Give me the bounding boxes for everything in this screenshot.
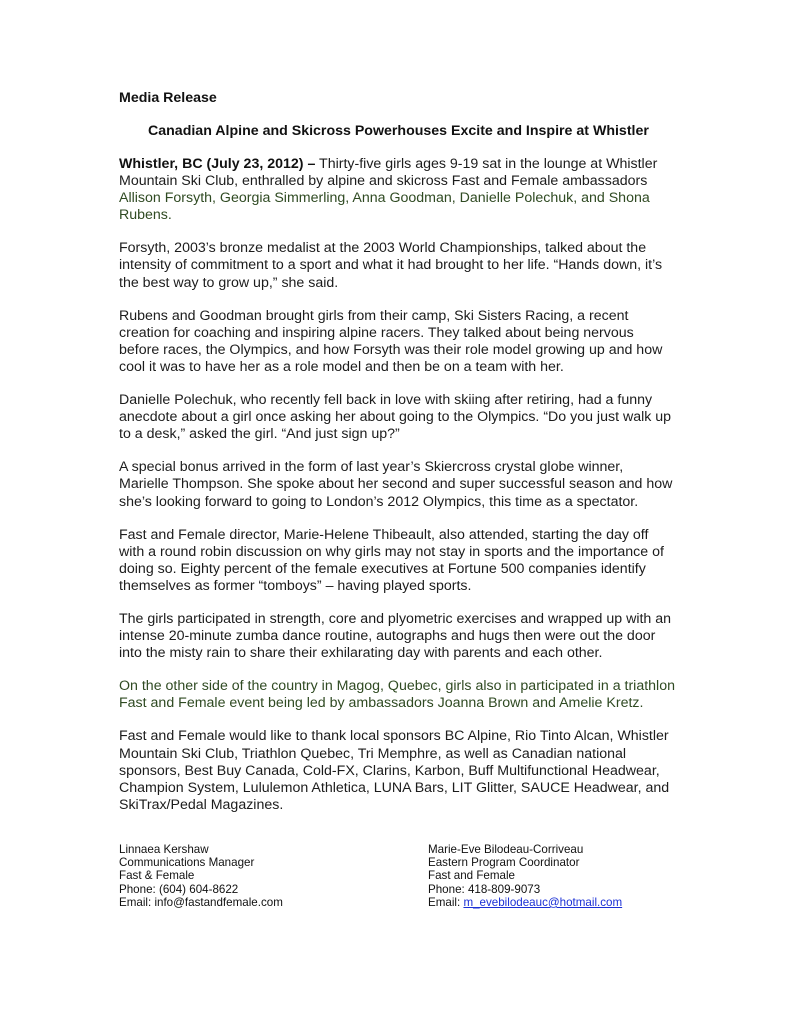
paragraph-line: Danielle Polechuk, who recently fell back in love with skiing after retiring, had a funny xyxy=(119,392,653,409)
paragraph-line: doing so. Eighty percent of the female executives at Fortune 500 companies identify xyxy=(119,560,646,577)
paragraph-polechuk xyxy=(119,392,719,443)
paragraph-line: Fast and Female director, Marie-Helene Thibeault, also attended, starting the day off xyxy=(119,526,649,543)
contact-email-row xyxy=(428,896,622,909)
contact-organization: Fast and Female xyxy=(428,869,515,883)
paragraph-line: she’s looking forward to going to London’s 2012 Olympics, this time as a spectator. xyxy=(119,493,639,510)
paragraph-forsyth xyxy=(119,240,719,291)
paragraph-line: Rubens and Goodman brought girls from their camp, Ski Sisters Racing, a recent xyxy=(119,307,629,324)
document-title: Canadian Alpine and Skicross Powerhouses Excite and Inspire at Whistler xyxy=(148,123,649,139)
paragraph-line: intensity of commitment to a sport and what it had brought to her life. “Hands down, it’s xyxy=(119,257,663,274)
paragraph-line: cool it was to have her as a role model and then be on a team with her. xyxy=(119,358,564,375)
paragraph-line: Allison Forsyth, Georgia Simmerling, Anna Goodman, Danielle Polechuk, and Shona xyxy=(119,190,650,207)
paragraph-line: into the misty rain to share their exhilarating day with parents and each other. xyxy=(119,645,603,662)
contact-card-kershaw xyxy=(119,843,283,909)
paragraph-line: Forsyth, 2003’s bronze medalist at the 2003 World Championships, talked about the xyxy=(119,240,647,257)
paragraph-intro xyxy=(119,156,719,224)
contact-email-link[interactable]: m_evebilodeauc@hotmail.com xyxy=(463,895,623,909)
contact-role: Communications Manager xyxy=(119,856,255,870)
paragraph-line: Whistler, BC (July 23, 2012) – Thirty-five girls ages 9-19 sat in the lounge at Whistler xyxy=(119,156,658,172)
paragraph-line: with a round robin discussion on why girls may not stay in sports and the importance of xyxy=(119,543,664,560)
paragraph-line: intense 20-minute zumba dance routine, autographs and hugs then were out the door xyxy=(119,628,656,645)
contact-name: Linnaea Kershaw xyxy=(119,843,209,856)
paragraph-thompson xyxy=(119,459,719,510)
paragraph-line: Fast and Female would like to thank local sponsors BC Alpine, Rio Tinto Alcan, Whistler xyxy=(119,728,669,745)
paragraph-line: Mountain Ski Club, enthralled by alpine and skicross Fast and Female ambassadors xyxy=(119,173,648,190)
paragraph-line: anecdote about a girl once asking her about going to the Olympics. “Do you just walk up xyxy=(119,409,672,426)
paragraph-line: Champion System, Lululemon Athletica, LUNA Bars, LIT Glitter, SAUCE Headwear, and xyxy=(119,779,670,796)
dateline: Whistler, BC (July 23, 2012) – xyxy=(119,156,316,172)
paragraph-line: themselves as former “tomboys” – having played sports. xyxy=(119,577,472,594)
paragraph-line: A special bonus arrived in the form of last year’s Skiercross crystal globe winner, xyxy=(119,459,624,476)
contact-email-row xyxy=(119,896,283,909)
paragraph-line: SkiTrax/Pedal Magazines. xyxy=(119,796,284,813)
media-release-page xyxy=(119,90,719,814)
contact-email: info@fastandfemale.com xyxy=(154,895,283,909)
paragraph-line: the best way to grow up,” she said. xyxy=(119,274,339,291)
contact-email-label: Email: xyxy=(119,895,155,909)
paragraph-line: Mountain Ski Club, Triathlon Quebec, Tri Memphre, as well as Canadian national xyxy=(119,745,627,762)
paragraph-rubens-goodman xyxy=(119,308,719,376)
paragraph-line: to a desk,” asked the girl. “And just sign up?” xyxy=(119,426,400,443)
contact-name: Marie-Eve Bilodeau-Corriveau xyxy=(428,843,584,856)
paragraph-thibeault xyxy=(119,527,719,595)
document-label: Media Release xyxy=(119,90,217,106)
contact-email-label: Email: xyxy=(428,895,464,909)
paragraph-line: Marielle Thompson. She spoke about her second and super successful season and how xyxy=(119,476,673,493)
contact-role: Eastern Program Coordinator xyxy=(428,856,580,870)
paragraph-line: On the other side of the country in Magog, Quebec, girls also in participated in a triathlon xyxy=(119,678,675,695)
contact-phone: Phone: (604) 604-8622 xyxy=(119,882,239,896)
contact-phone: Phone: 418-809-9073 xyxy=(428,882,541,896)
contact-card-bilodeau-corriveau xyxy=(428,843,622,909)
paragraph-activities xyxy=(119,611,719,662)
contact-organization: Fast & Female xyxy=(119,869,195,883)
paragraph-line: creation for coaching and inspiring alpine racers. They talked about being nervous xyxy=(119,324,634,341)
paragraph-line: The girls participated in strength, core and plyometric exercises and wrapped up with an xyxy=(119,610,672,627)
paragraph-magog xyxy=(119,678,719,712)
paragraph-line: Rubens. xyxy=(119,207,172,224)
paragraph-sponsors xyxy=(119,728,719,813)
paragraph-line: sponsors, Best Buy Canada, Cold-FX, Clarins, Karbon, Buff Multifunctional Headwear, xyxy=(119,762,660,779)
paragraph-line: before races, the Olympics, and how Forsyth was their role model growing up and how xyxy=(119,341,663,358)
paragraph-line: Fast and Female event being led by ambassadors Joanna Brown and Amelie Kretz. xyxy=(119,695,644,712)
